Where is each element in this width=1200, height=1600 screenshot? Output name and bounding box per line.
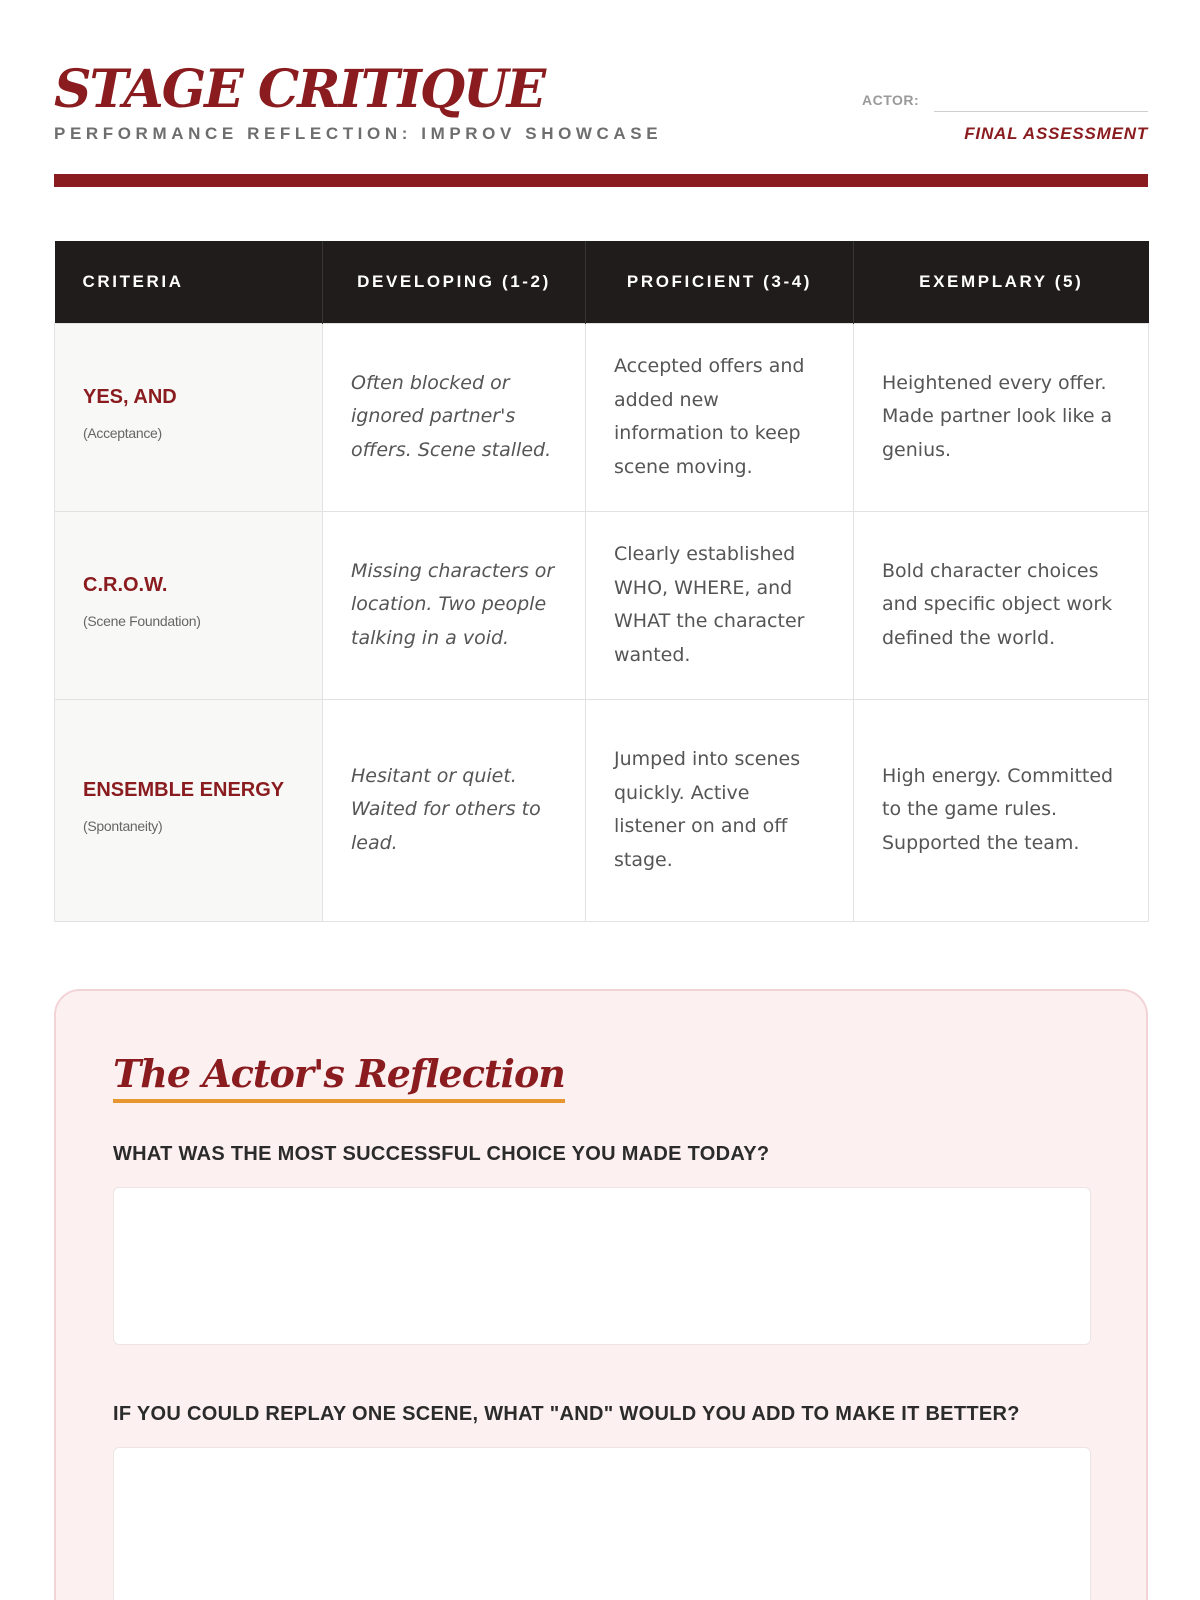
actor-name-input[interactable] <box>934 88 1148 112</box>
criterion-subtitle: (Scene Foundation) <box>83 613 201 630</box>
column-header-criteria: CRITERIA <box>55 241 323 323</box>
developing-cell: Hesitant or quiet. Waited for others to lead. <box>323 699 586 921</box>
question-label: IF YOU COULD REPLAY ONE SCENE, WHAT "AND" WOULD YOU ADD TO MAKE IT BETTER? <box>113 1403 1020 1425</box>
table-row <box>55 699 1149 921</box>
column-header-proficient: PROFICIENT (3-4) <box>586 241 854 323</box>
proficient-cell: Accepted offers and added new information to keep scene moving. <box>586 323 854 511</box>
actor-field-group <box>862 88 1148 114</box>
page-title: STAGE CRITIQUE <box>54 59 545 120</box>
criterion-name: C.R.O.W. <box>83 574 168 597</box>
criterion-cell <box>55 323 323 511</box>
exemplary-cell: High energy. Committed to the game rules. Supported the team. <box>854 699 1149 921</box>
reflection-panel <box>54 989 1148 1600</box>
proficient-cell: Jumped into scenes quickly. Active listener on and off stage. <box>586 699 854 921</box>
reflection-title: The Actor's Reflection <box>113 1049 565 1103</box>
question-label: WHAT WAS THE MOST SUCCESSFUL CHOICE YOU MADE TODAY? <box>113 1143 770 1165</box>
criterion-cell <box>55 511 323 699</box>
criterion-cell <box>55 699 323 921</box>
proficient-cell: Clearly established WHO, WHERE, and WHAT the character wanted. <box>586 511 854 699</box>
table-row <box>55 511 1149 699</box>
rubric-table <box>54 241 1149 922</box>
criterion-subtitle: (Acceptance) <box>83 425 162 442</box>
table-row <box>55 323 1149 511</box>
page-subtitle: PERFORMANCE REFLECTION: IMPROV SHOWCASE <box>54 124 663 143</box>
header-divider <box>54 174 1148 187</box>
answer-field-replay-scene[interactable] <box>113 1447 1091 1600</box>
column-header-developing: DEVELOPING (1-2) <box>323 241 586 323</box>
criterion-name: ENSEMBLE ENERGY <box>83 779 285 802</box>
criterion-subtitle: (Spontaneity) <box>83 818 163 835</box>
criterion-name: YES, AND <box>83 386 177 409</box>
page-header <box>54 58 1148 148</box>
answer-field-successful-choice[interactable] <box>113 1187 1091 1345</box>
assessment-label: FINAL ASSESSMENT <box>964 124 1148 143</box>
actor-label: ACTOR: <box>862 92 920 108</box>
exemplary-cell: Heightened every offer. Made partner look like a genius. <box>854 323 1149 511</box>
rubric-header-row <box>55 241 1149 323</box>
exemplary-cell: Bold character choices and specific object work defined the world. <box>854 511 1149 699</box>
developing-cell: Often blocked or ignored partner's offers. Scene stalled. <box>323 323 586 511</box>
developing-cell: Missing characters or location. Two people talking in a void. <box>323 511 586 699</box>
column-header-exemplary: EXEMPLARY (5) <box>854 241 1149 323</box>
